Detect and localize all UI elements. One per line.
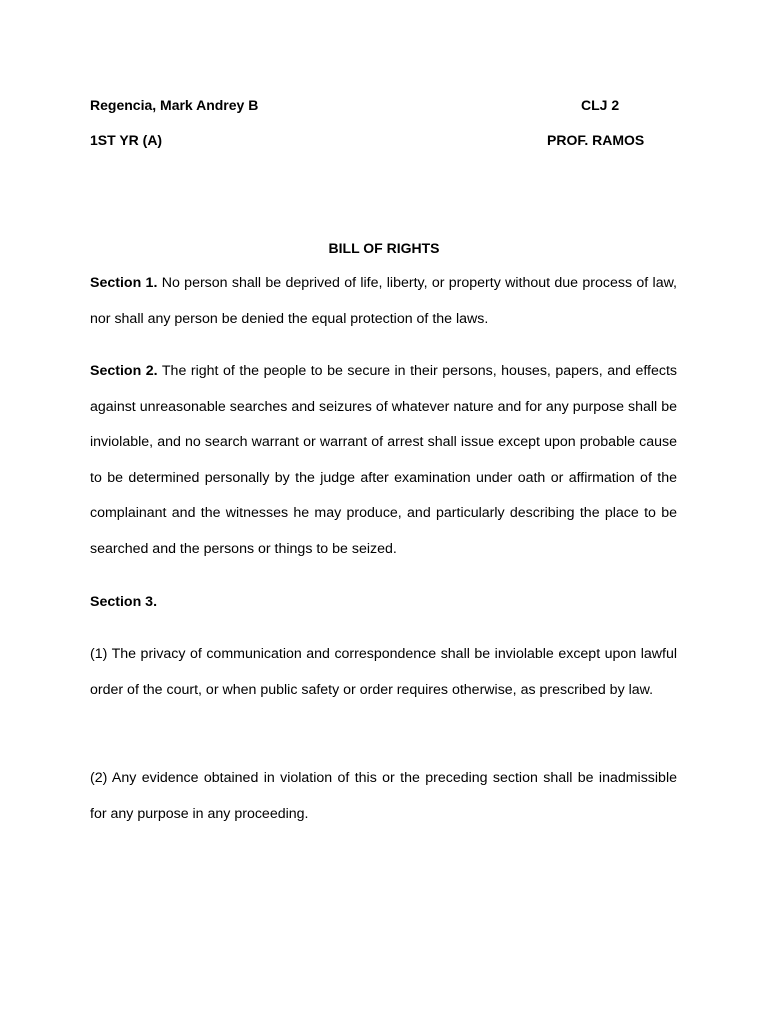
professor-name: PROF. RAMOS	[547, 132, 645, 148]
section-3-clause-2: (2) Any evidence obtained in violation of this or the preceding section shall be inadmissible for any purpose in any proceeding.	[90, 770, 677, 822]
section-3-clause-1: (1) The privacy of communication and correspondence shall be inviolable except upon lawful order of the court, or when public safety or order requires otherwise, as prescribed by law.	[90, 646, 677, 698]
course-code: CLJ 2	[581, 97, 620, 113]
section-1-paragraph	[90, 266, 677, 337]
section-2-label: Section 2.	[90, 363, 158, 379]
document-title: BILL OF RIGHTS	[328, 240, 440, 256]
section-3-label: Section 3.	[90, 594, 158, 610]
student-name: Regencia, Mark Andrey B	[90, 97, 259, 113]
section-2-paragraph	[90, 354, 677, 567]
section-1-text: No person shall be deprived of life, liberty, or property without due process of law, nor shall any person be denied the equal protection of the laws.	[90, 275, 677, 327]
section-1-label: Section 1.	[90, 275, 158, 291]
section-3-heading	[90, 585, 677, 621]
section-2-text: The right of the people to be secure in their persons, houses, papers, and effects against unreasonable searches and seizures of whatever nature and for any purpose shall be inviolable, and no search warrant or warrant of arrest shall issue except upon probable cause to be determined personally by the judge after examination under oath or affirmation of the complainant and the witnesses he may produce, and particularly describing the place to be searched and the persons or things to be seized.	[90, 363, 677, 557]
year-section: 1ST YR (A)	[90, 132, 163, 148]
